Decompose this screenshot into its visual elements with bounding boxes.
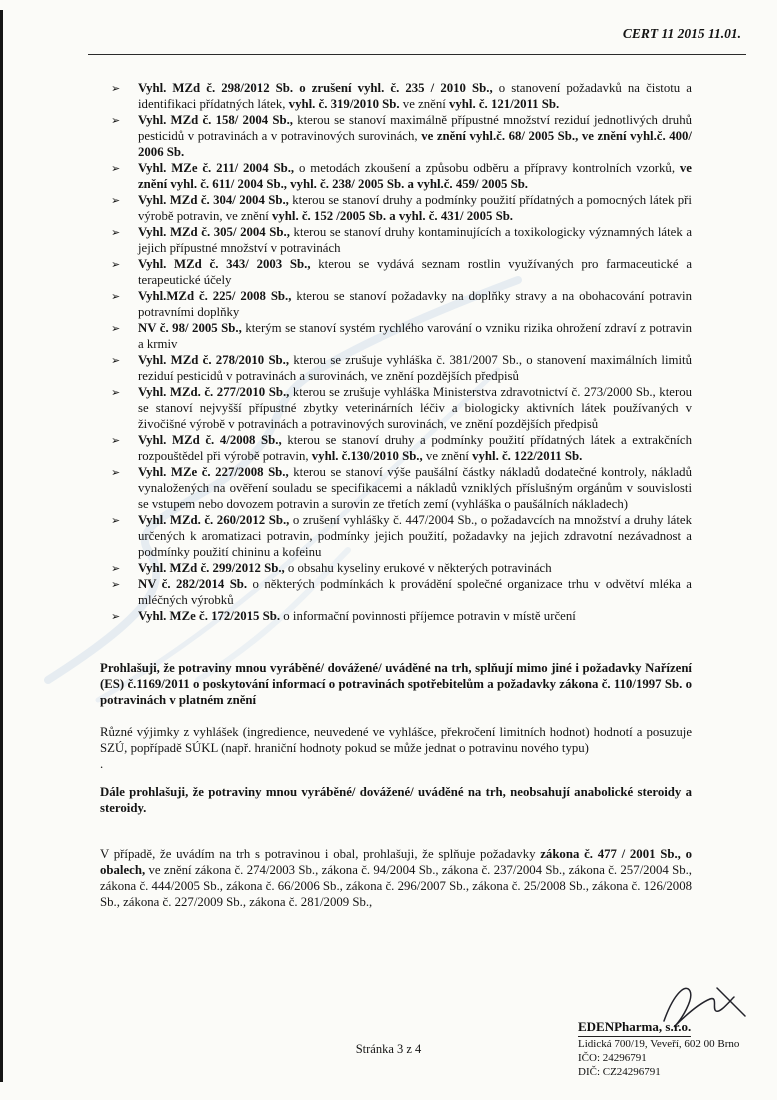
regular-text: ve znění: [399, 97, 449, 111]
bullet-arrow-icon: ➢: [111, 434, 121, 447]
bold-text: NV č. 98/ 2005 Sb.,: [138, 321, 242, 335]
item-text: [138, 561, 552, 575]
regulation-item: [100, 432, 692, 464]
item-text: [138, 289, 692, 319]
bullet-arrow-icon: ➢: [111, 162, 121, 175]
bullet-arrow-icon: ➢: [111, 386, 121, 399]
regulation-item: [100, 352, 692, 384]
bold-text: NV č. 282/2014 Sb.: [138, 577, 248, 591]
item-text: [138, 513, 692, 559]
item-text: [138, 81, 692, 111]
bullet-arrow-icon: ➢: [111, 258, 121, 271]
regular-text: ve znění zákona č. 274/2003 Sb., zákona č. 94/2004 Sb., zákona č. 237/2004 Sb., zákona č. 257/2004 Sb., zákona č. 444/2005 Sb., zákona č. 66/2006 Sb., zákona č. 296/2007 Sb., zákona č. 25/2008 Sb., zákona č. 126/2008 Sb., zákona č. 227/2009 Sb., zákona č. 281/2009 Sb.,: [100, 863, 692, 909]
item-text: [138, 161, 692, 191]
regulation-item: [100, 80, 692, 112]
header-doc-code: CERT 11 2015 11.01.: [622, 26, 741, 41]
bold-text: ve znění vyhl.č. 68/ 2005 Sb., ve znění vyhl.č. 400/ 2006 Sb.: [138, 129, 692, 159]
bold-text: Vyhl. MZd č. 304/ 2004 Sb.,: [138, 193, 289, 207]
bullet-arrow-icon: ➢: [111, 562, 121, 575]
regulation-item: [100, 160, 692, 192]
bold-text: Vyhl. MZd č. 158/ 2004 Sb.,: [138, 113, 293, 127]
bold-text: Vyhl. MZd č. 305/ 2004 Sb.,: [138, 225, 290, 239]
bold-text: Vyhl. MZd č. 278/2010 Sb.,: [138, 353, 290, 367]
bold-text: vyhl. č.130/2010 Sb.,: [311, 449, 423, 463]
regular-text: o metodách zkoušení a způsobu odběru a přípravy kontrolních vzorků,: [294, 161, 680, 175]
bullet-arrow-icon: ➢: [111, 466, 121, 479]
regular-text: o některých podmínkách k provádění společné organizace trhu v odvětví mléka a mléčných výrobků: [138, 577, 692, 607]
bullet-arrow-icon: ➢: [111, 226, 121, 239]
company-address: Lidická 700/19, Veveří, 602 00 Brno: [578, 1037, 740, 1050]
regulation-item: [100, 288, 692, 320]
regulation-list: [100, 80, 692, 624]
regular-text: V případě, že uvádím na trh s potravinou i obal, prohlašuji, že splňuje požadavky: [100, 847, 541, 861]
regulation-item: [100, 192, 692, 224]
bold-text: Vyhl. MZe č. 227/2008 Sb.,: [138, 465, 289, 479]
bold-text: Vyhl. MZe č. 211/ 2004 Sb.,: [138, 161, 295, 175]
regulation-item: [100, 224, 692, 256]
regular-text: kterou se stanoví požadavky na doplňky stravy a na obohacování potravin potravními doplňky: [138, 289, 692, 319]
regular-text: o informační povinnosti příjemce potravin v místě určení: [280, 609, 576, 623]
item-text: [138, 465, 692, 511]
regular-text: kterým se stanoví systém rychlého varování o vzniku rizika ohrožení zdraví z potravin a krmiv: [138, 321, 692, 351]
document-body: [100, 80, 692, 910]
item-text: [138, 577, 692, 607]
item-text: [138, 321, 692, 351]
regular-text: kterou se vydává seznam rostlin využívaných pro farmaceutické a terapeutické účely: [138, 257, 692, 287]
item-text: [138, 257, 692, 287]
bold-text: ve znění vyhl. č. 611/ 2004 Sb., vyhl. č. 238/ 2005 Sb. a vyhl.č. 459/ 2005 Sb.: [138, 161, 692, 191]
regulation-item: [100, 512, 692, 560]
regular-text: kterou se zrušuje vyhláška Ministerstva zdravotnictví č. 273/2000 Sb., kterou se stanoví nejvyšší přípustné zbytky veterinárních léčiv a biologicky aktivních látek používaných v živočišné výrobě v potravinách a potravinových surovinách, ve znění pozdějších předpisů: [138, 385, 693, 431]
regular-text: kterou se stanoví druhy a podmínky použití přídatných látek a extrakčních rozpouštědel při výrobě potravin,: [138, 433, 692, 463]
item-text: [138, 225, 692, 255]
declaration-1169: Prohlašuji, že potraviny mnou vyráběné/ dovážené/ uváděné na trh, splňují mimo jiné i požadavky Nařízení (ES) č.1169/2011 o poskytování informací o potravinách spotřebitelům a požadavky zákona č. 110/1997 Sb. o potravinách v platném znění: [100, 661, 692, 707]
regular-text: o stanovení požadavků na čistotu a identifikaci přídatných látek,: [138, 81, 692, 111]
regular-text: o zrušení vyhlášky č. 447/2004 Sb., o požadavcích na množství a druhy látek určených k aromatizaci potravin, podmínky jejich použití, požadavky na jejich zdravotní nezávadnost a podmínky použití chininu a kofeinu: [138, 513, 692, 559]
bullet-arrow-icon: ➢: [111, 194, 121, 207]
bold-text: vyhl. č. 319/2010 Sb.: [288, 97, 400, 111]
bullet-arrow-icon: ➢: [111, 354, 121, 367]
bold-text: Vyhl. MZd č. 298/2012 Sb. o zrušení vyhl. č. 235 / 2010 Sb.,: [138, 81, 493, 95]
bullet-arrow-icon: ➢: [111, 322, 121, 335]
bullet-arrow-icon: ➢: [111, 514, 121, 527]
bullet-arrow-icon: ➢: [111, 578, 121, 591]
item-text: [138, 385, 692, 431]
note-dot: .: [100, 757, 104, 771]
company-ico: IČO: 24296791: [578, 1051, 647, 1064]
regular-text: kterou se stanoví druhy kontaminujících a toxikologicky významných látek a jejich přípustné množství v potravinách: [138, 225, 692, 255]
bold-text: zákona č. 477 / 2001 Sb., o obalech,: [100, 847, 692, 877]
regulation-item: [100, 384, 692, 432]
item-text: [138, 353, 692, 383]
regular-text: ve znění: [422, 449, 473, 463]
regulation-item: [100, 256, 692, 288]
bullet-arrow-icon: ➢: [111, 114, 121, 127]
scan-edge-artifact: [0, 10, 3, 1082]
item-text: [138, 433, 692, 463]
item-text: [138, 609, 576, 623]
bullet-arrow-icon: ➢: [111, 610, 121, 623]
regulation-item: [100, 608, 692, 624]
page-number: Stránka 3 z 4: [355, 1042, 422, 1056]
bold-text: vyhl. č. 152 /2005 Sb. a vyhl. č. 431/ 2005 Sb.: [271, 209, 514, 223]
regular-text: kterou se stanoví druhy a podmínky použití přídatných a pomocných látek při výrobě potravin, ve znění: [138, 193, 692, 223]
bold-text: Vyhl. MZd č. 299/2012 Sb.,: [138, 561, 285, 575]
regular-text: o obsahu kyseliny erukové v některých potravinách: [284, 561, 552, 575]
regulation-item: [100, 320, 692, 352]
regular-text: kterou se zrušuje vyhláška č. 381/2007 Sb., o stanovení maximálních limitů reziduí pesticidů v potravinách a surovinách, ve znění pozdějších předpisů: [138, 353, 692, 383]
company-block: [578, 1019, 770, 1079]
bullet-arrow-icon: ➢: [111, 290, 121, 303]
regulation-item: [100, 464, 692, 512]
item-text: [138, 193, 692, 223]
packaging-declaration: [100, 846, 692, 910]
bold-text: vyhl. č. 122/2011 Sb.: [472, 449, 583, 463]
bold-text: Vyhl. MZd. č. 277/2010 Sb.,: [138, 385, 290, 399]
company-dic: DIČ: CZ24296791: [578, 1065, 661, 1078]
regular-text: kterou se stanoví výše paušální částky nákladů dodatečné kontroly, nákladů vynaložených na ověření souladu se specifikacemi a nákladů vzniklých příslušným orgánům v souvislosti se vstupem nebo dovozem potravin a surovin ze třetích zemí (vyhláška o paušálních nákladech): [138, 465, 692, 511]
bold-text: Vyhl. MZd č. 4/2008 Sb.,: [138, 433, 282, 447]
header-rule: [88, 54, 746, 55]
bold-text: Vyhl. MZd. č. 260/2012 Sb.,: [138, 513, 290, 527]
company-name: EDENPharma, s.r.o.: [578, 1019, 691, 1037]
bold-text: Vyhl. MZe č. 172/2015 Sb.: [138, 609, 281, 623]
regulation-item: [100, 576, 692, 608]
regulation-item: [100, 112, 692, 160]
bold-text: Vyhl. MZd č. 343/ 2003 Sb.,: [138, 257, 311, 271]
bold-text: Vyhl.MZd č. 225/ 2008 Sb.,: [138, 289, 292, 303]
item-text: [138, 113, 692, 159]
declaration-steroids: Dále prohlašuji, že potraviny mnou vyráběné/ dovážené/ uváděné na trh, neobsahují anabolické steroidy a steroidy.: [100, 785, 692, 815]
bullet-arrow-icon: ➢: [111, 82, 121, 95]
bold-text: vyhl. č. 121/2011 Sb.: [449, 97, 560, 111]
note-szu: Různé výjimky z vyhlášek (ingredience, neuvedené ve vyhlášce, překročení limitních hodnot) hodnotí a posuzuje SZÚ, popřípadě SÚKL (např. hraniční hodnoty pokud se může jednat o potravinu nového typu): [100, 725, 692, 755]
regulation-item: [100, 560, 692, 576]
regular-text: kterou se stanoví maximálně přípustné množství reziduí jednotlivých druhů pesticidů v potravinách a v potravinových surovinách,: [138, 113, 692, 143]
